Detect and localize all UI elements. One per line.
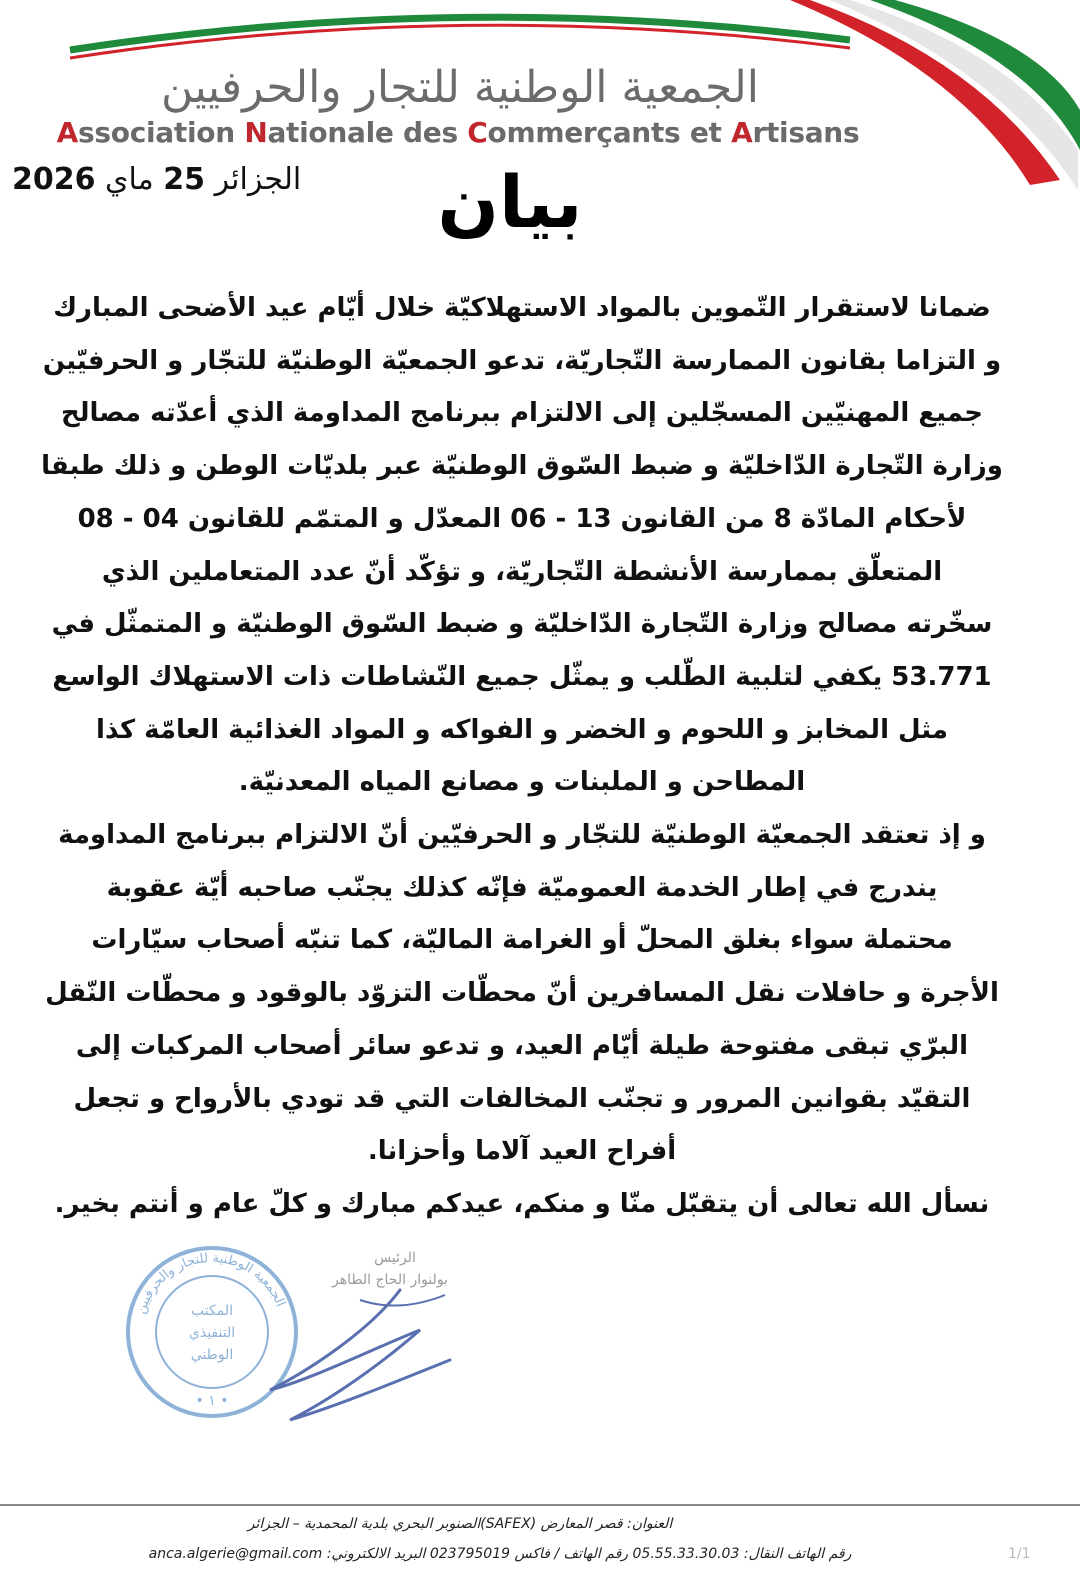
org-name-part: ommerçants et [487,116,732,149]
footer-address: العنوان: قصر المعارض (SAFEX)الصنوبر البحري بلدية المحمدية – الجزائر [247,1516,673,1532]
org-name-french [48,116,868,149]
org-name-initial: N [244,116,268,149]
date-day: 25 [163,162,206,197]
footer-divider [0,1504,1080,1506]
body-line: البرّي تبقى مفتوحة طيلة أيّام العيد، و تدعو سائر أصحاب المركبات إلى [75,1030,969,1061]
stamp-line-3: الوطني [190,1347,234,1363]
date-year: 2026 [12,162,96,197]
org-name-part: rtisans [752,116,860,149]
body-line: و التزاما بقانون الممارسة التّجاريّة، تدعو الجمعيّة الوطنيّة للتجّار و الحرفيّين [42,345,1002,376]
body-line: أفراح العيد آلاما وأحزانا. [367,1136,677,1167]
document-title: بيان [437,160,583,244]
statement-body [22,282,1022,1231]
body-line: 53.771 يكفي لتلبية الطّلب و يمثّل جميع النّشاطات ذات الاستهلاك الواسع [52,661,992,692]
body-line: نسأل الله تعالى أن يتقبّل منّا و منكم، عيدكم مبارك و كلّ عام و أنتم بخير. [54,1188,990,1219]
body-line: المطاحن و الملبنات و مصانع المياه المعدنيّة. [238,767,806,798]
org-name-initial: C [467,116,488,149]
stamp-ring-text: الجمعية الوطنية للتجار والحرفيين [133,1250,288,1316]
body-line: الأجرة و حافلات نقل المسافرين أنّ محطّات التزوّد بالوقود و محطّات النّقل [45,978,999,1009]
footer-contact: رقم الهاتف النقال: 05.55.33.30.03 رقم الهاتف / فاكس 023795019 البريد الالكتروني: anca.algerie@gmail.com [148,1546,852,1562]
body-line: محتملة سواء بغلق المحلّ أو الغرامة الماليّة، كما تنبّه أصحاب سيّارات [91,925,953,956]
page-number: 1/1 [1008,1546,1031,1562]
org-name-initial: A [731,116,753,149]
body-line: مثل المخابز و اللحوم و الخضر و الفواكه و المواد الغذائية العامّة كذا [96,714,948,745]
stamp-bottom: • ١ • [195,1393,229,1409]
body-line: المتعلّق بممارسة الأنشطة التّجاريّة، و تؤكّد أنّ عدد المتعاملين الذي [101,556,943,587]
body-line: سخّرته مصالح وزارة التّجارة الدّاخليّة و ضبط السّوق الوطنيّة و المتمثّل في [51,609,993,640]
signatory-name: بولنوار الحاج الطاهر [332,1272,448,1288]
stamp-line-2: التنفيذي [188,1325,236,1341]
org-name-initial: A [56,116,79,149]
body-line: لأحكام المادّة 8 من القانون 13 - 06 المعدّل و المتمّم للقانون 04 - 08 [77,503,967,534]
org-name-part: ationale des [267,116,468,149]
org-name-arabic: الجمعية الوطنية للتجار والحرفيين [161,62,759,113]
body-line: جميع المهنيّين المسجّلين إلى الالتزام ببرنامج المداومة الذي أعدّته مصالح [61,398,983,429]
body-line: التقيّد بقوانين المرور و تجنّب المخالفات التي قد تودي بالأرواح و تجعل [73,1083,971,1114]
date-month: ماي [105,162,154,197]
body-line: ضمانا لاستقرار التّموين بالمواد الاستهلاكيّة خلال أيّام عيد الأضحى المبارك [53,293,991,323]
body-line: وزارة التّجارة الدّاخليّة و ضبط السّوق الوطنيّة عبر بلديّات الوطن و ذلك طبقا [41,451,1003,482]
document-date [12,162,312,197]
org-name-part: ssociation [78,116,245,149]
signatory-title: الرئيس [374,1250,416,1266]
handwritten-signature-icon [250,1270,510,1430]
date-place: الجزائر [214,162,302,197]
body-line: يندرج في إطار الخدمة العموميّة فإنّه كذلك يجنّب صاحبه أيّة عقوبة [106,872,938,903]
body-line: و إذ تعتقد الجمعيّة الوطنيّة للتجّار و الحرفيّين أنّ الالتزام ببرنامج المداومة [58,820,986,851]
stamp-line-1: المكتب [191,1303,233,1319]
